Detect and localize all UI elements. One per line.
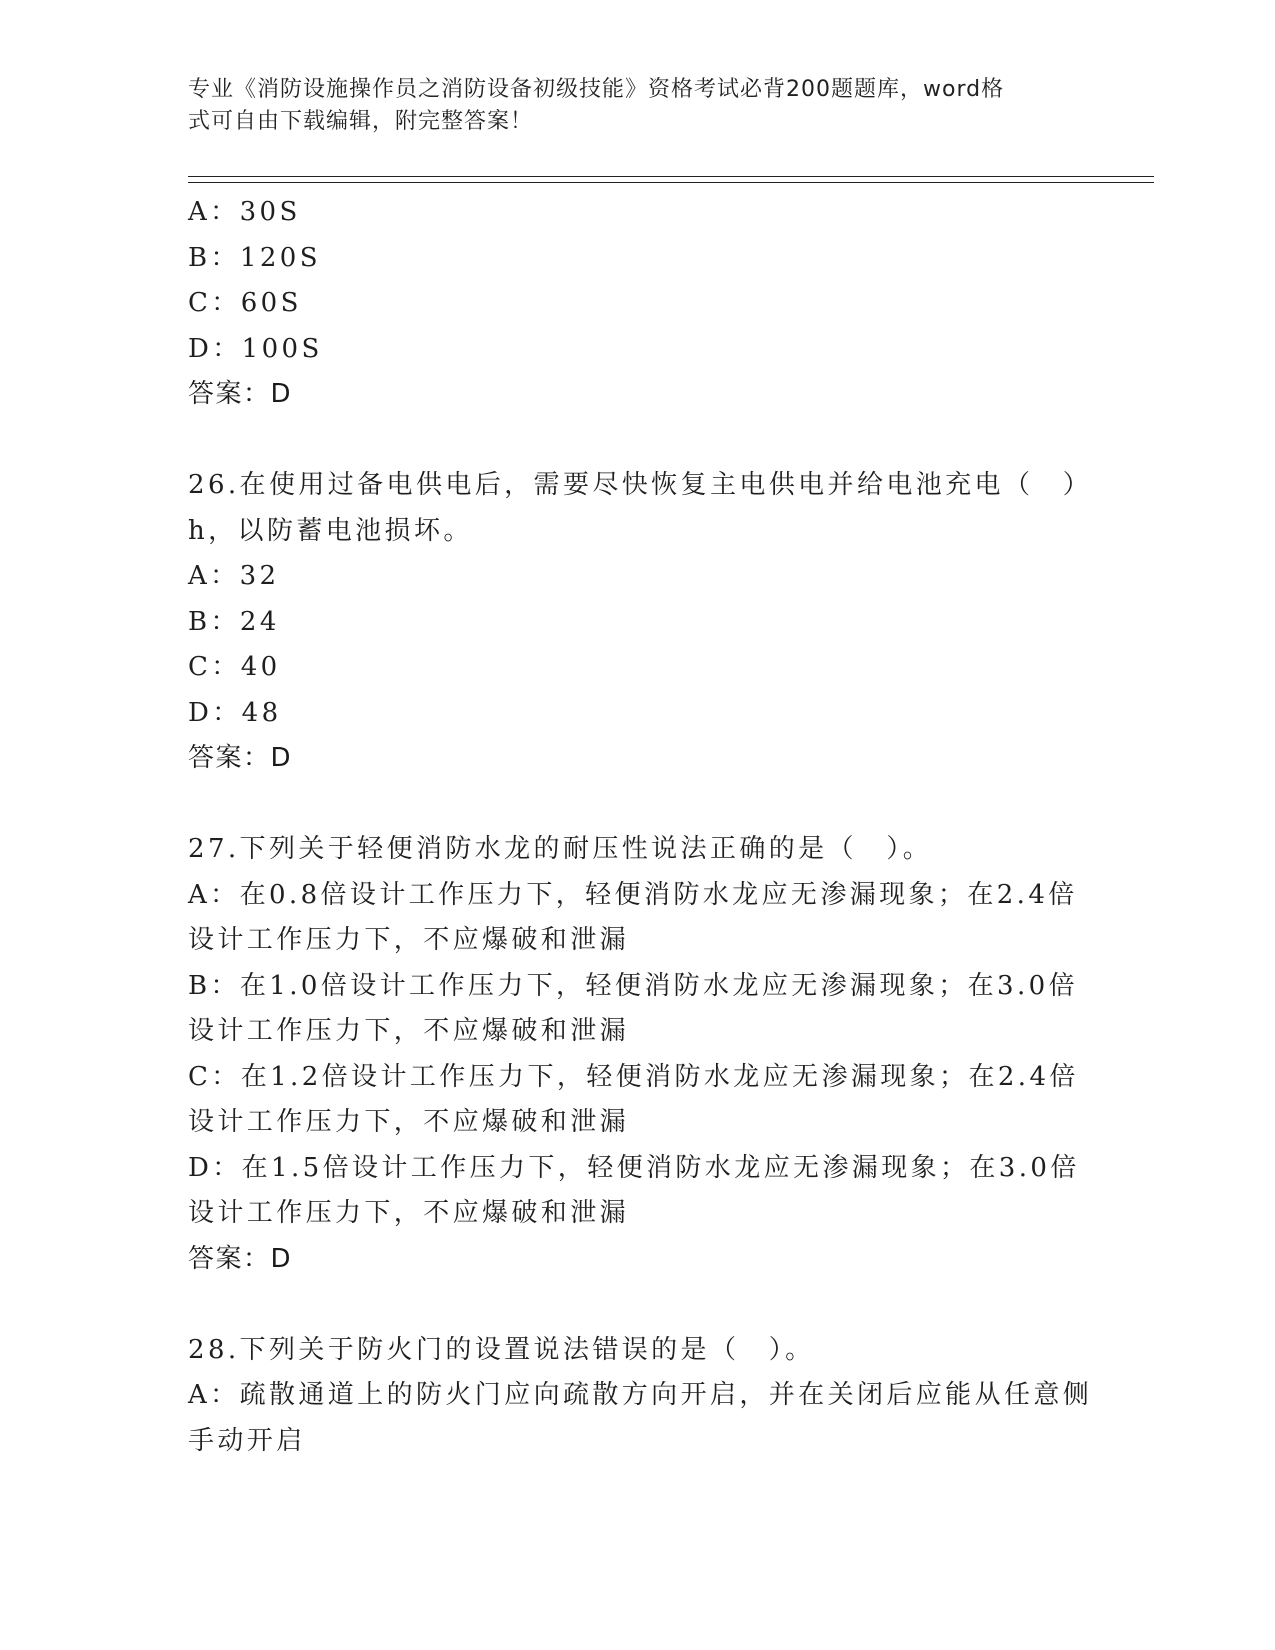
question-stem-line-1: 26.在使用过备电供电后，需要尽快恢复主电供电并给电池充电（ ） bbox=[188, 470, 1093, 500]
option-a-line-2: 手动开启 bbox=[188, 1425, 306, 1456]
option-c: C：60S bbox=[188, 288, 302, 318]
header-line-2: 式可自由下载编辑，附完整答案！ bbox=[188, 109, 534, 134]
answer-label: 答案：D bbox=[188, 1243, 293, 1274]
option-d-line-1: D：在1.5倍设计工作压力下，轻便消防水龙应无渗漏现象；在3.0倍 bbox=[188, 1152, 1080, 1183]
question-28 bbox=[188, 1328, 1093, 1465]
option-d-line-2: 设计工作压力下，不应爆破和泄漏 bbox=[188, 1198, 630, 1228]
option-a: A：32 bbox=[188, 561, 280, 591]
question-stem: 27.下列关于轻便消防水龙的耐压性说法正确的是（ ）。 bbox=[188, 834, 933, 864]
question-stem: 28.下列关于防火门的设置说法错误的是（ ）。 bbox=[188, 1334, 815, 1365]
option-c-line-2: 设计工作压力下，不应爆破和泄漏 bbox=[188, 1107, 630, 1137]
option-b: B：120S bbox=[188, 242, 321, 273]
header-divider-bottom bbox=[188, 182, 1154, 183]
answer-label: 答案：D bbox=[188, 379, 293, 409]
option-d: D：100S bbox=[188, 333, 323, 364]
option-a-line-1: A：疏散通道上的防火门应向疏散方向开启，并在关闭后应能从任意侧 bbox=[188, 1380, 1093, 1410]
option-a: A：30S bbox=[188, 197, 301, 227]
option-a-line-1: A：在0.8倍设计工作压力下，轻便消防水龙应无渗漏现象；在2.4倍 bbox=[188, 879, 1078, 910]
answer-label: 答案：D bbox=[188, 743, 293, 773]
question-26 bbox=[188, 463, 1093, 782]
question-stem-line-2: h，以防蓄电池损坏。 bbox=[188, 515, 473, 546]
option-c-line-1: C：在1.2倍设计工作压力下，轻便消防水龙应无渗漏现象；在2.4倍 bbox=[188, 1061, 1079, 1092]
option-a-line-2: 设计工作压力下，不应爆破和泄漏 bbox=[188, 925, 630, 955]
question-content bbox=[188, 190, 1093, 1464]
document-header bbox=[188, 74, 1068, 138]
spacer bbox=[188, 782, 1068, 828]
option-b-line-1: B：在1.0倍设计工作压力下，轻便消防水龙应无渗漏现象；在3.0倍 bbox=[188, 970, 1079, 1001]
spacer bbox=[188, 1282, 1068, 1328]
option-b: B：24 bbox=[188, 606, 280, 637]
question-27 bbox=[188, 827, 1080, 1282]
question-25 bbox=[188, 190, 1068, 418]
option-c: C：40 bbox=[188, 652, 281, 682]
header-divider-top bbox=[188, 176, 1154, 177]
spacer bbox=[188, 418, 1068, 464]
option-d: D：48 bbox=[188, 697, 282, 728]
header-line-1: 专业《消防设施操作员之消防设备初级技能》资格考试必背200题题库，word格 bbox=[188, 77, 1005, 102]
option-b-line-2: 设计工作压力下，不应爆破和泄漏 bbox=[188, 1016, 630, 1046]
